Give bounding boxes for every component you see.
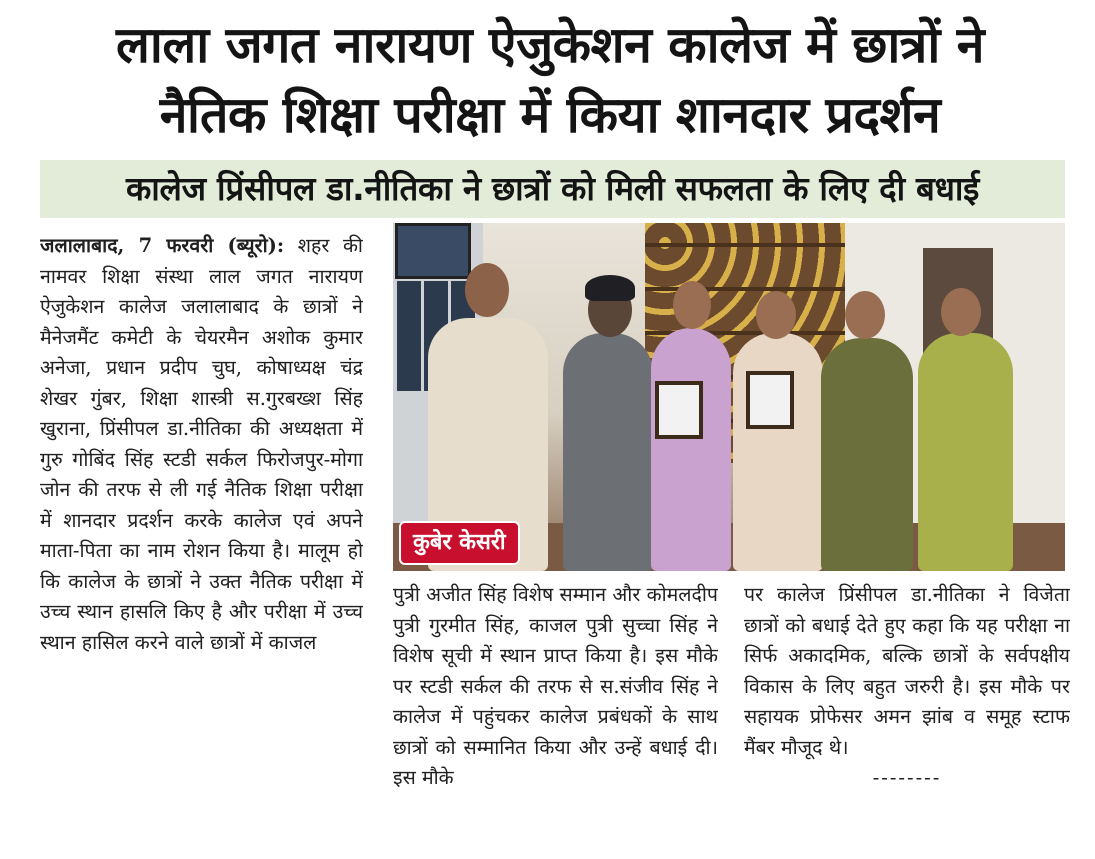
headline-line-1: लाला जगत नारायण ऐजुकेशन कालेज में छात्रों ने — [116, 16, 984, 74]
person-4 — [733, 333, 823, 571]
brand-logo — [399, 521, 520, 565]
dateline: जलालाबाद, 7 फरवरी (ब्यूरो): — [40, 234, 285, 257]
person-1-head — [465, 263, 509, 317]
person-2 — [563, 333, 653, 571]
end-separator: -------- — [872, 766, 942, 789]
column-3-text: पर कालेज प्रिंसीपल डा.नीतिका ने विजेता छात्रों को बधाई देते हुए कहा कि यह परीक्षा ना सिर्फ अकादमिक, बल्कि छात्रों के सर्वपक्षीय विकास के लिए बहुत जरुरी है। इस मौके पर सहायक प्रोफेसर अमन झांब व समूह स्टाफ मैंबर मौजूद थे। — [744, 583, 1070, 759]
award-plaque-2 — [746, 371, 794, 429]
column-2-text: पुत्री अजीत सिंह विशेष सम्मान और कोमलदीप पुत्री गुरमीत सिंह, काजल पुत्री सुच्चा सिंह ने विशेष सूची में स्थान प्राप्त किया है। इस मौके पर स्टडी सर्कल की तरफ से स.संजीव सिंह ने कालेज में पहुंचकर कालेज प्रबंधकों के साथ छात्रों को सम्मानित किया और उन्हें बधाई दी। इस मौके — [393, 583, 718, 789]
person-5 — [821, 338, 913, 571]
person-4-head — [756, 291, 796, 339]
headline-line-2: नैतिक शिक्षा परीक्षा में किया शानदार प्रदर्शन — [159, 86, 941, 144]
subheadline-bar — [40, 160, 1065, 218]
photo-tv-screen — [395, 223, 471, 279]
person-5-head — [845, 291, 885, 339]
brand-word-1: कुबेर — [413, 530, 452, 555]
news-photo — [393, 223, 1065, 571]
person-6 — [918, 333, 1013, 571]
award-plaque-1 — [655, 381, 703, 439]
person-3 — [651, 328, 731, 571]
person-6-head — [941, 288, 981, 336]
subheadline: कालेज प्रिंसीपल डा.नीतिका ने छात्रों को मिली सफलता के लिए दी बधाई — [125, 169, 980, 208]
column-1-text: शहर की नामवर शिक्षा संस्था लाल जगत नारायण ऐजुकेशन कालेज जलालाबाद के छात्रों ने मैनेजमैंट कमेटी के चेयरमैन अशोक कुमार अनेजा, प्रधान प्रदीप चुघ, कोषाध्यक्ष चंद्र शेखर गुंबर, शिक्षा शास्त्री स.गुरबख्श सिंह खुराना, प्रिंसीपल डा.नीतिका की अध्यक्षता में गुरु गोबिंद सिंह स्टडी सर्कल फिरोजपुर-मोगा जोन की तरफ से ली गई नैतिक शिक्षा परीक्षा में शानदार प्रदर्शन करके कालेज एवं अपने माता-पिता का नाम रोशन किया है। मालूम हो कि कालेज के छात्रों ने उक्त नैतिक परीक्षा में उच्च स्थान हासलि किए है और परीक्षा में उच्च स्थान हासिल करने वाले छात्रों में काजल — [40, 234, 363, 654]
article-column-3 — [744, 580, 1070, 855]
article-column-1 — [40, 231, 363, 851]
person-3-head — [673, 281, 711, 329]
brand-word-2: केसरी — [459, 530, 506, 555]
article-column-2 — [393, 580, 718, 855]
person-2-turban — [585, 275, 635, 301]
